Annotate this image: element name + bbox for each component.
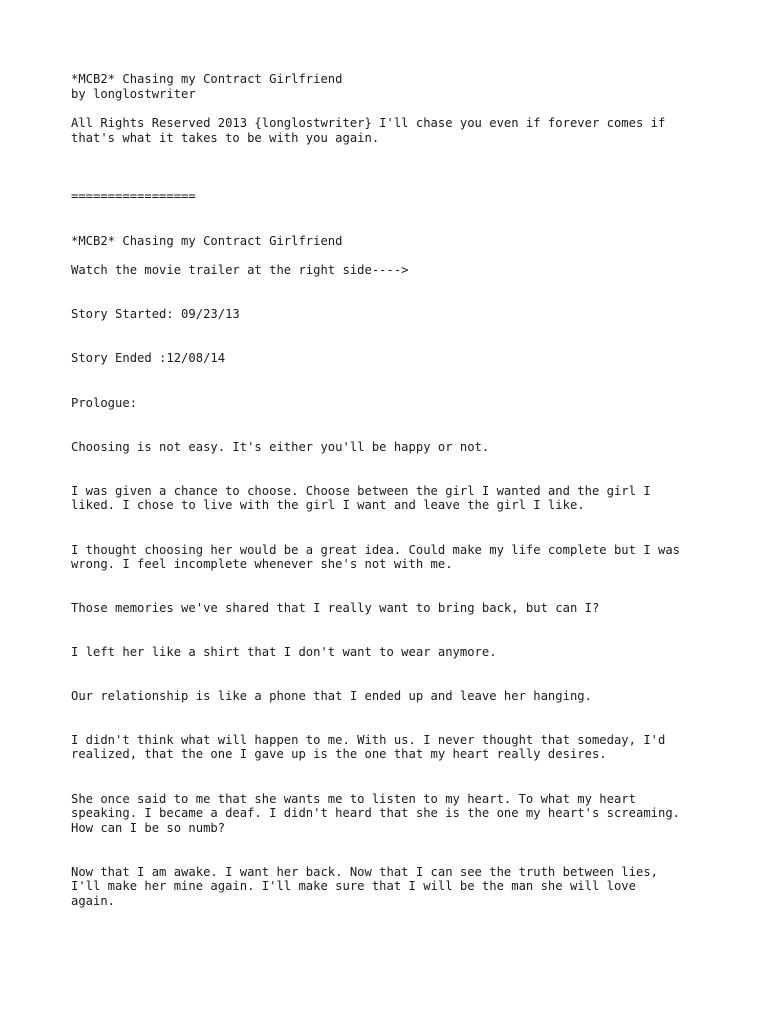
paragraph-line: I didn't think what will happen to me. With us. I never thought that someday, I'd — [71, 733, 666, 747]
story-ended: Story Ended :12/08/14 — [71, 351, 226, 365]
separator: ================= — [71, 189, 196, 203]
rights-line-1: All Rights Reserved 2013 {longlostwriter} I'll chase you even if forever comes if — [71, 116, 666, 130]
paragraph-line: I thought choosing her would be a great idea. Could make my life complete but I was — [71, 543, 681, 557]
paragraph-line: again. — [71, 894, 116, 908]
paragraph-line: wrong. I feel incomplete whenever she's not with me. — [71, 557, 453, 571]
trailer-note: Watch the movie trailer at the right side----> — [71, 263, 409, 277]
paragraph-line: Those memories we've shared that I really want to bring back, but can I? — [71, 601, 600, 615]
paragraph-line: I'll make her mine again. I'll make sure that I will be the man she will love — [71, 879, 636, 893]
document-title: *MCB2* Chasing my Contract Girlfriend — [71, 72, 343, 86]
prologue-heading: Prologue: — [71, 396, 138, 410]
paragraph-line: Choosing is not easy. It's either you'll be happy or not. — [71, 440, 490, 454]
paragraph-line: How can I be so numb? — [71, 821, 226, 835]
rights-line-2: that's what it takes to be with you again. — [71, 131, 380, 145]
paragraph-line: speaking. I became a deaf. I didn't heard that she is the one my heart's screaming. — [71, 806, 681, 820]
story-started: Story Started: 09/23/13 — [71, 307, 240, 321]
paragraph-line: I was given a chance to choose. Choose between the girl I wanted and the girl I — [71, 484, 651, 498]
paragraph-line: realized, that the one I gave up is the one that my heart really desires. — [71, 747, 607, 761]
paragraph-line: liked. I chose to live with the girl I want and leave the girl I like. — [71, 498, 585, 512]
document-byline: by longlostwriter — [71, 87, 196, 101]
title-repeat: *MCB2* Chasing my Contract Girlfriend — [71, 234, 343, 248]
paragraph-line: She once said to me that she wants me to listen to my heart. To what my heart — [71, 792, 636, 806]
paragraph-line: Now that I am awake. I want her back. Now that I can see the truth between lies, — [71, 865, 658, 879]
paragraph-line: Our relationship is like a phone that I ended up and leave her hanging. — [71, 689, 592, 703]
paragraph-line: I left her like a shirt that I don't want to wear anymore. — [71, 645, 497, 659]
